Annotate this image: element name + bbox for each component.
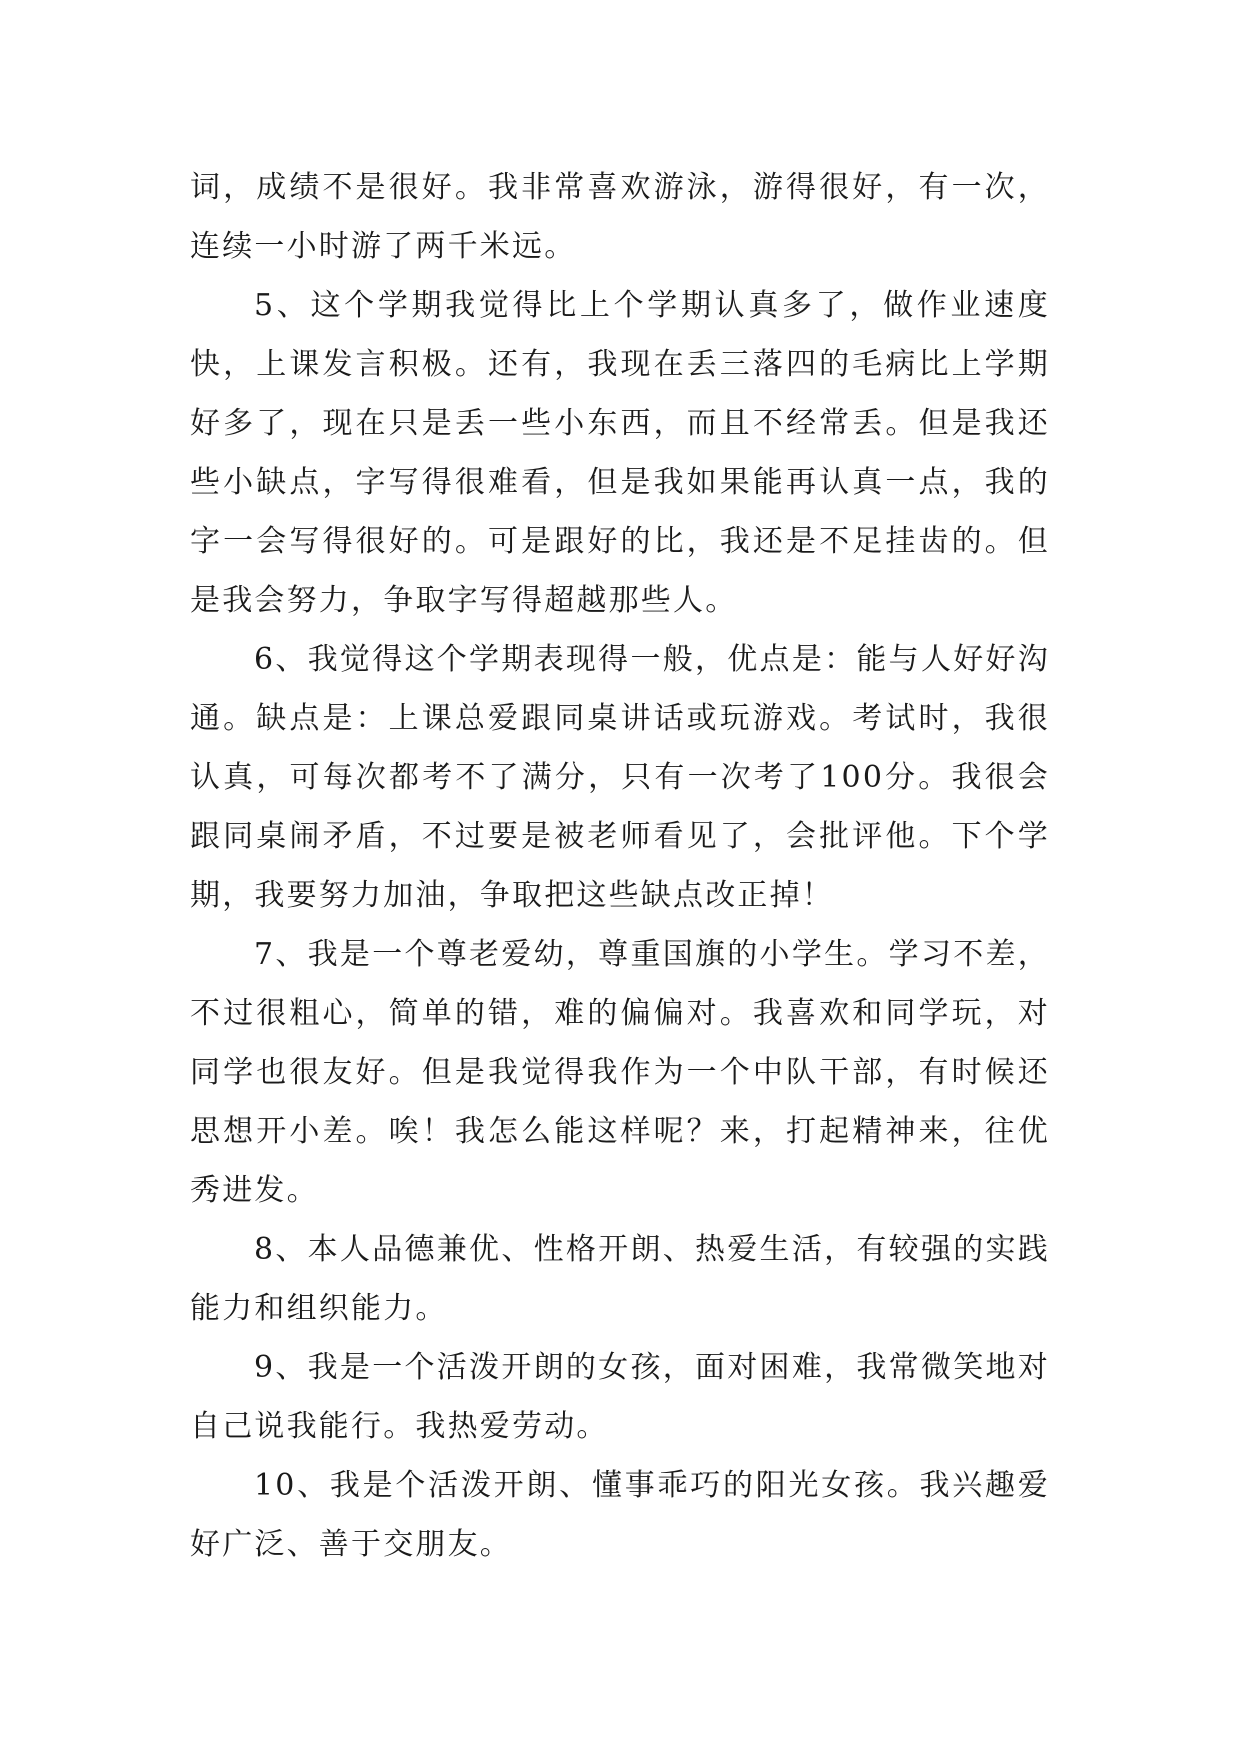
document-body: [190, 158, 1050, 1574]
paragraph-item-8: 8、本人品德兼优、性格开朗、热爱生活，有较强的实践能力和组织能力。: [190, 1232, 1050, 1326]
paragraph-item-9: 9、我是一个活泼开朗的女孩，面对困难，我常微笑地对自己说我能行。我热爱劳动。: [190, 1350, 1050, 1444]
paragraph-item-6: 6、我觉得这个学期表现得一般，优点是：能与人好好沟通。缺点是：上课总爱跟同桌讲话或玩游戏。考试时，我很认真，可每次都考不了满分，只有一次考了100分。我很会跟同桌闹矛盾，不过要是被老师看见了，会批评他。下个学期，我要努力加油，争取把这些缺点改正掉！: [190, 642, 1050, 913]
paragraph-item-10: 10、我是个活泼开朗、懂事乖巧的阳光女孩。我兴趣爱好广泛、善于交朋友。: [190, 1468, 1050, 1562]
paragraph-item-5: 5、这个学期我觉得比上个学期认真多了，做作业速度快，上课发言积极。还有，我现在丢三落四的毛病比上学期好多了，现在只是丢一些小东西，而且不经常丢。但是我还些小缺点，字写得很难看，但是我如果能再认真一点，我的字一会写得很好的。可是跟好的比，我还是不足挂齿的。但是我会努力，争取字写得超越那些人。: [190, 288, 1050, 618]
paragraph-continuation: 词，成绩不是很好。我非常喜欢游泳，游得很好，有一次，连续一小时游了两千米远。: [190, 170, 1050, 264]
paragraph-item-7: 7、我是一个尊老爱幼，尊重国旗的小学生。学习不差，不过很粗心，简单的错，难的偏偏对。我喜欢和同学玩，对同学也很友好。但是我觉得我作为一个中队干部，有时候还思想开小差。唉！我怎么能这样呢？来，打起精神来，往优秀进发。: [190, 937, 1050, 1208]
